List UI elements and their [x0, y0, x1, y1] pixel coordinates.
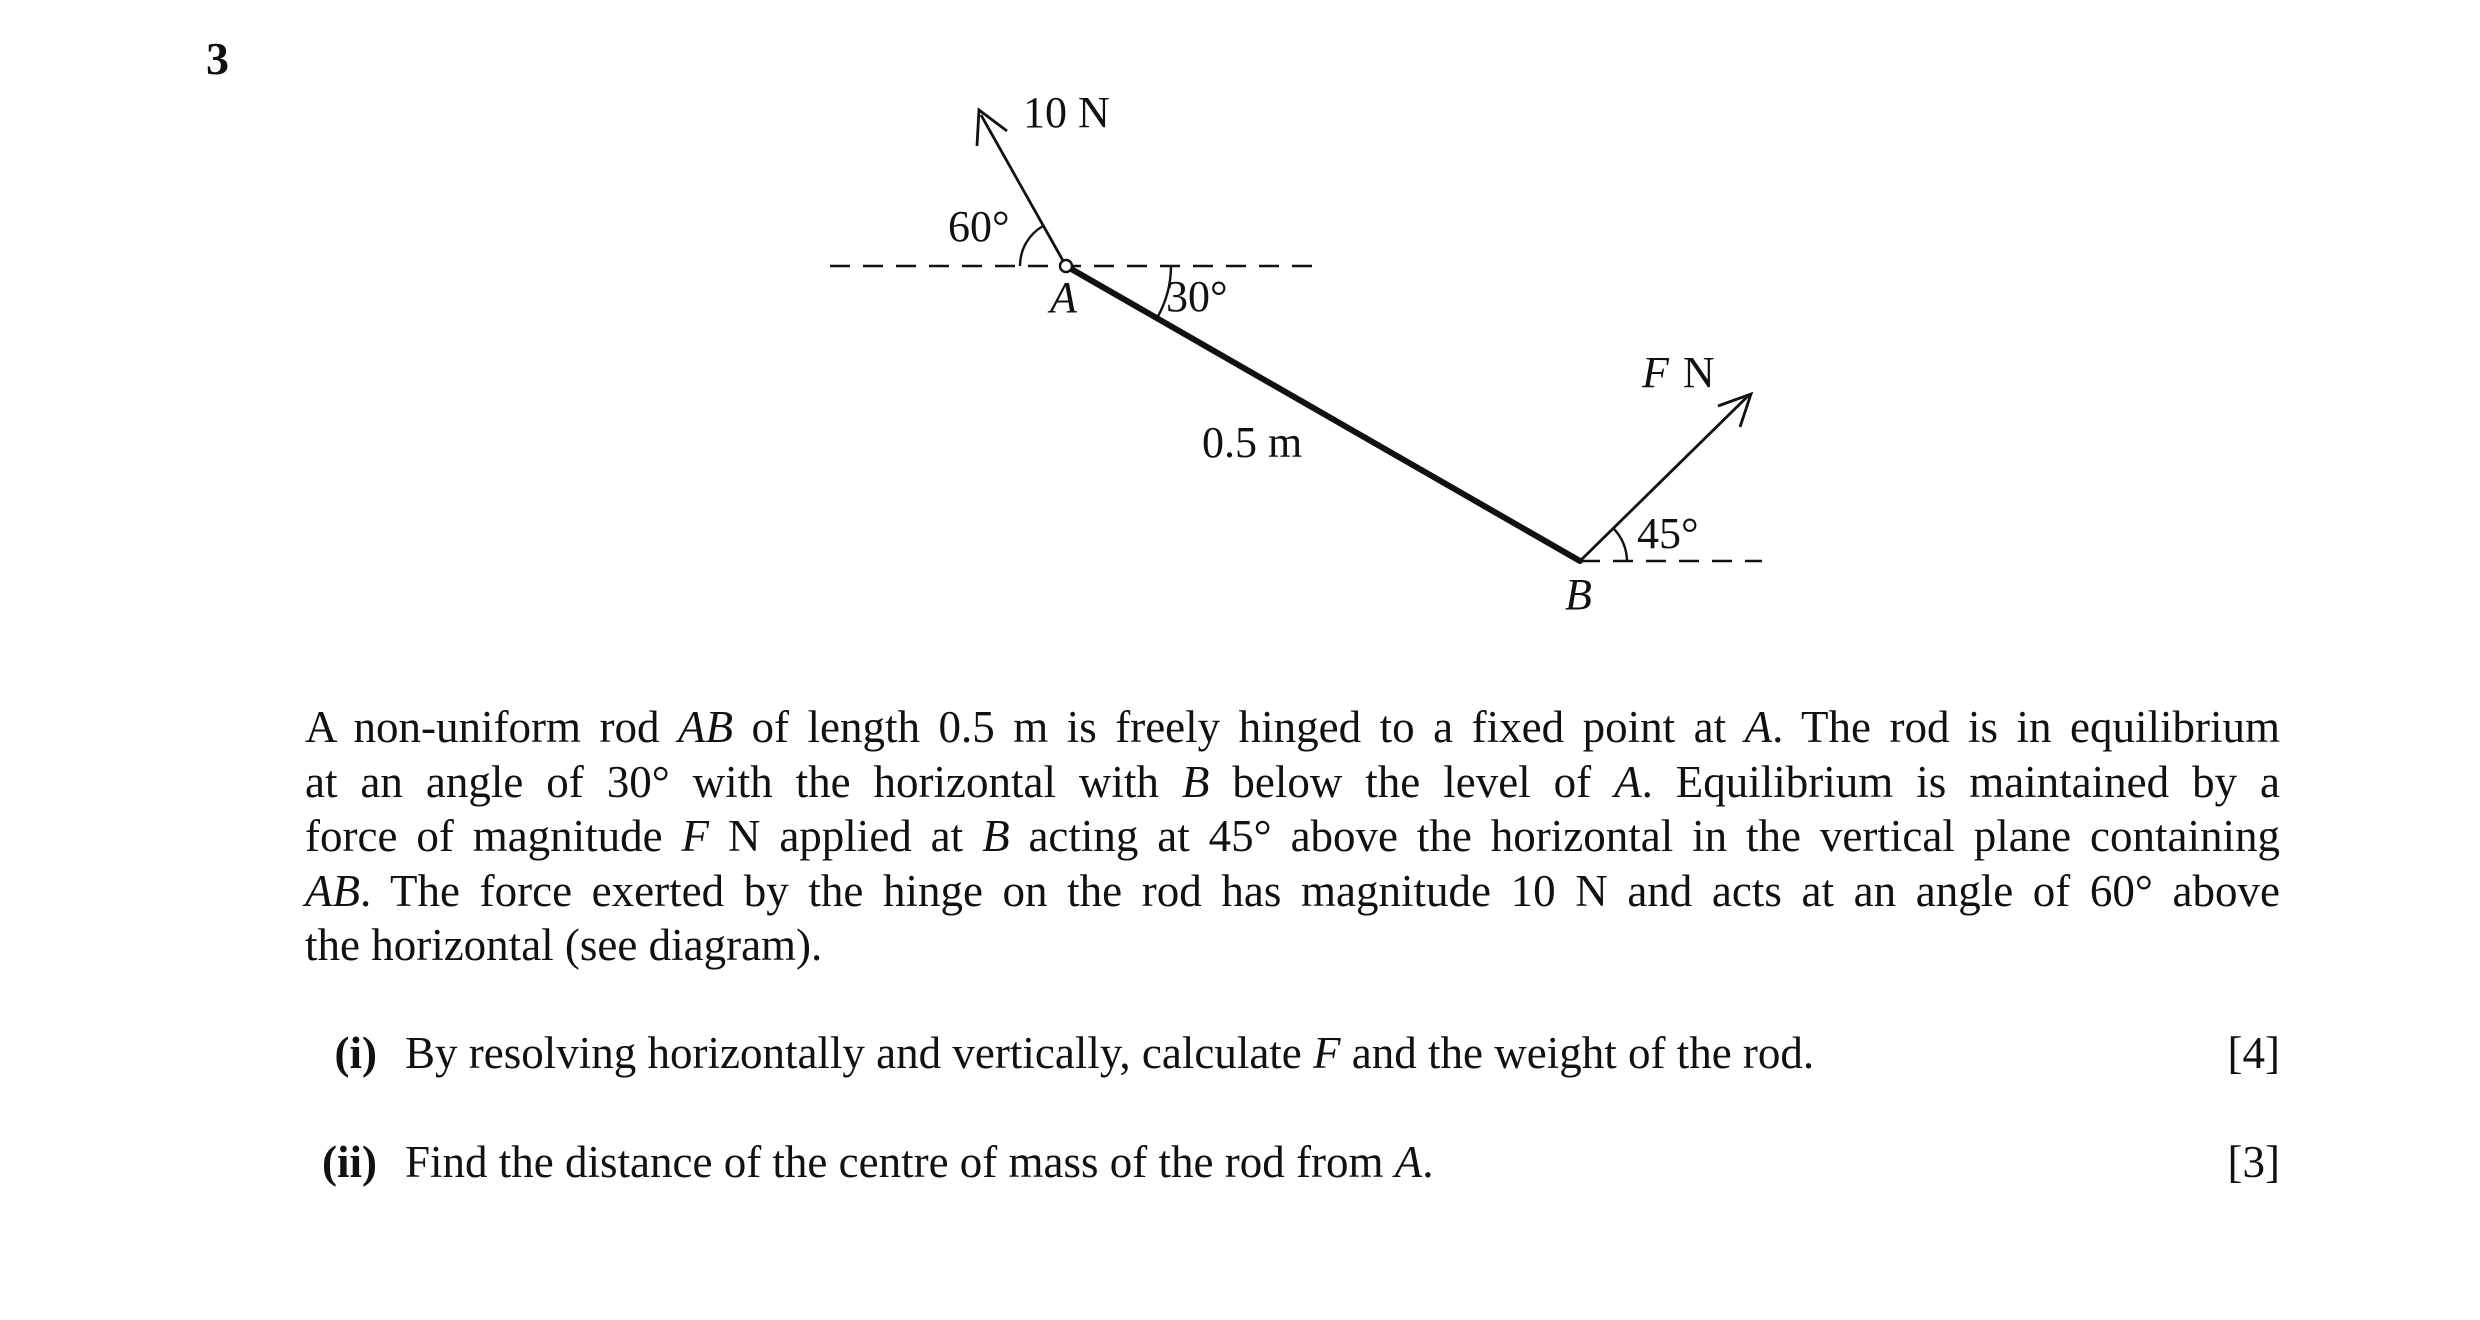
- applied-force-label-unit: N: [1682, 348, 1715, 397]
- rod-length-label: 0.5 m: [1202, 418, 1303, 467]
- part-label: (ii): [322, 1137, 377, 1187]
- angle-label-30: 30°: [1166, 272, 1228, 321]
- stem-line-3: force of magnitude F N applied at B acting at 45° above the horizontal in the vertical plane containing: [305, 811, 2280, 861]
- point-label-b: B: [1565, 570, 1592, 619]
- rod-ab: [1066, 266, 1580, 561]
- applied-force-label: [1641, 348, 1715, 397]
- angle-arc-60: [1020, 226, 1043, 266]
- stem-line-5: the horizontal (see diagram).: [305, 920, 823, 970]
- part-text: Find the distance of the centre of mass of the rod from A.: [405, 1137, 1434, 1187]
- part-label: (i): [334, 1028, 377, 1078]
- question-number: 3: [206, 33, 229, 84]
- point-label-a: A: [1050, 273, 1077, 322]
- angle-label-45: 45°: [1637, 509, 1699, 558]
- part-marks: [4]: [2227, 1028, 2280, 1078]
- angle-arc-45: [1613, 528, 1627, 561]
- part-marks: [3]: [2227, 1137, 2280, 1187]
- hinge-force-label: 10 N: [1023, 88, 1110, 137]
- angle-label-60: 60°: [948, 202, 1010, 251]
- part-text: By resolving horizontally and vertically, calculate F and the weight of the rod.: [405, 1028, 1815, 1078]
- stem-line-4: AB. The force exerted by the hinge on the rod has magnitude 10 N and acts at an angle of 60° above: [305, 865, 2280, 916]
- question-stem: [305, 700, 2280, 973]
- hinge-point-a: [1060, 260, 1072, 272]
- stem-line-2: at an angle of 30° with the horizontal with B below the level of A. Equilibrium is maintained by a: [305, 756, 2281, 807]
- applied-force-label-var: F: [1642, 348, 1669, 397]
- stem-line-1: A non-uniform rod AB of length 0.5 m is freely hinged to a fixed point at A. The rod is in equilibrium: [305, 702, 2280, 752]
